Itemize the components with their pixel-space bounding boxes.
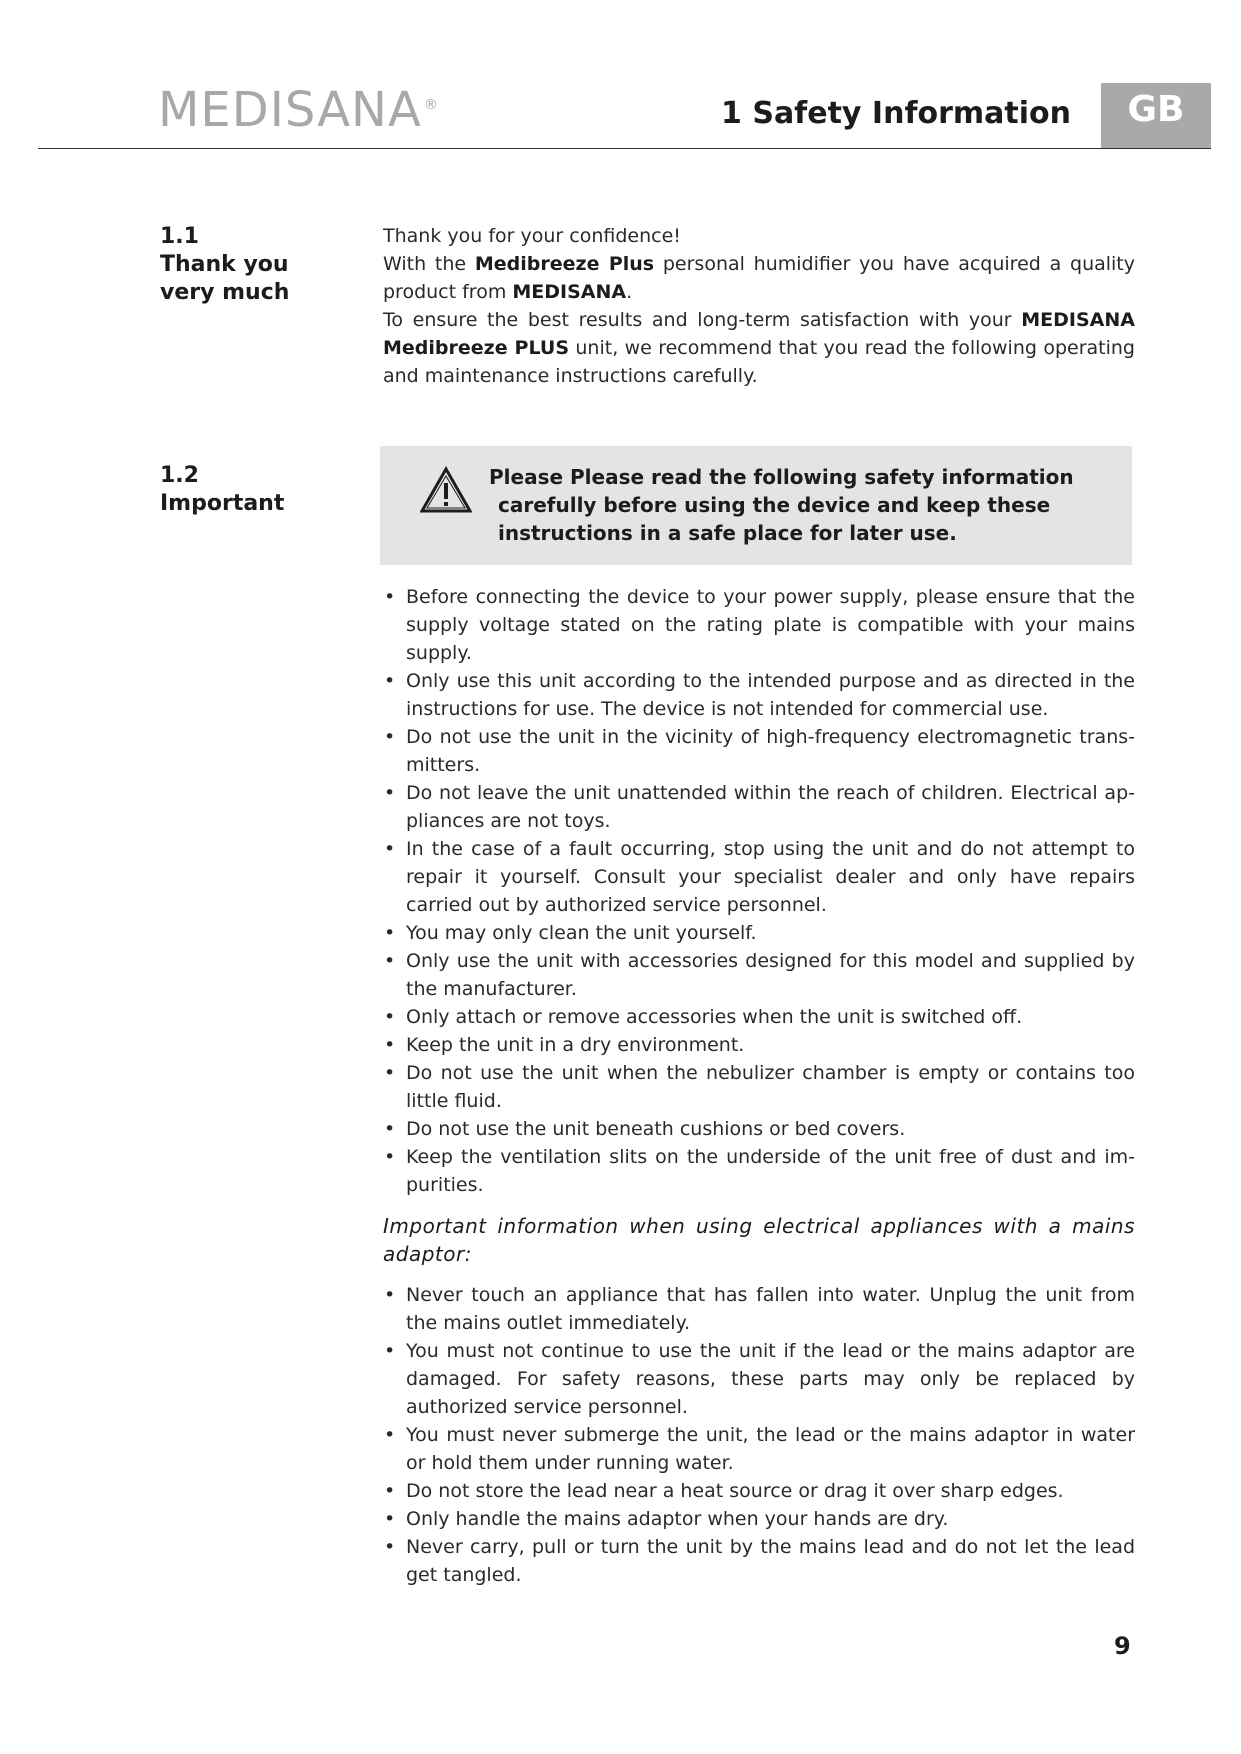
bullet-text: Do not use the unit when the nebulizer chamber is empty or contains too little fluid. [406, 1062, 1135, 1112]
section-number: 1.2 [160, 463, 199, 488]
bullet-text: You must not continue to use the unit if the lead or the mains adaptor are damaged. For safety reasons, these parts may only be replaced by authorized service personnel. [406, 1340, 1135, 1418]
bullet-item [383, 1003, 1135, 1031]
bullet-item [383, 779, 1135, 835]
section-1-2-label [160, 462, 360, 518]
warning-triangle-icon [420, 466, 472, 514]
page-number: 9 [1114, 1632, 1131, 1660]
chapter-title: 1 Safety Information [721, 96, 1071, 131]
bullet-text: You must never submerge the unit, the lead or the mains adaptor in water or hold them under running water. [406, 1424, 1135, 1474]
bullet-text: Do not leave the unit unattended within the reach of children. Electrical ap-pliances are not toys. [406, 782, 1135, 832]
bullet-text: Only attach or remove accessories when the unit is switched off. [406, 1006, 1023, 1028]
warning-text [489, 463, 1109, 547]
bullet-item [383, 667, 1135, 723]
bullet-item [383, 1281, 1135, 1337]
bullet-item [383, 1031, 1135, 1059]
bullet-dot: • [384, 1424, 396, 1446]
bullet-dot: • [384, 1062, 396, 1084]
section-title-line: Thank you [160, 252, 289, 277]
bullet-text: Never touch an appliance that has fallen into water. Unplug the unit from the mains outlet immediately. [406, 1284, 1135, 1334]
bullet-dot: • [384, 838, 396, 860]
bullet-dot: • [384, 726, 396, 748]
bullet-dot: • [384, 1284, 396, 1306]
bullet-dot: • [384, 1480, 396, 1502]
adaptor-heading: Important information when using electrical appliances with a mains adaptor: [383, 1214, 1135, 1266]
bullet-item [383, 583, 1135, 667]
page-header [0, 0, 1241, 160]
bullet-dot: • [384, 1340, 396, 1362]
bullet-text: Keep the ventilation slits on the underside of the unit free of dust and im-purities. [406, 1146, 1135, 1196]
bullet-dot: • [384, 782, 396, 804]
bullet-text: Keep the unit in a dry environment. [406, 1034, 745, 1056]
bullet-dot: • [384, 922, 396, 944]
warning-line: Please Please read the following safety information [489, 465, 1074, 489]
bullet-dot: • [384, 1118, 396, 1140]
bullet-dot: • [384, 1034, 396, 1056]
intro-paragraph: With the Medibreeze Plus personal humidifier you have acquired a quality product from MEDISANA. [383, 253, 1136, 303]
bullet-item [383, 1533, 1135, 1589]
bullet-item [383, 1143, 1135, 1199]
section-1-1-label [160, 223, 360, 307]
bullet-item [383, 835, 1135, 919]
warning-line: carefully before using the device and keep these [498, 493, 1051, 517]
header-divider [38, 148, 1211, 149]
bullet-item [383, 1421, 1135, 1477]
bullet-item [383, 919, 1135, 947]
bullet-item [383, 947, 1135, 1003]
safety-warning-box [380, 446, 1132, 565]
bullet-item [383, 1337, 1135, 1421]
bullet-text: Do not use the unit in the vicinity of high-frequency electromagnetic trans-mitters. [406, 726, 1135, 776]
bullet-text: Only handle the mains adaptor when your hands are dry. [406, 1508, 949, 1530]
language-tab: GB [1101, 83, 1211, 149]
bullet-dot: • [384, 1146, 396, 1168]
intro-line: Thank you for your confidence! [383, 225, 681, 247]
section-title-line: very much [160, 280, 290, 305]
bullet-item [383, 723, 1135, 779]
bullet-dot: • [384, 1508, 396, 1530]
bullet-dot: • [384, 586, 396, 608]
bullet-item [383, 1505, 1135, 1533]
bullet-text: Never carry, pull or turn the unit by the mains lead and do not let the lead get tangled. [406, 1536, 1135, 1586]
bullet-text: You may only clean the unit yourself. [406, 922, 757, 944]
bullet-text: Do not store the lead near a heat source or drag it over sharp edges. [406, 1480, 1064, 1502]
intro-paragraph: To ensure the best results and long-term satisfaction with your MEDISANA Medibreeze PLUS unit, we recommend that you read the following operating and maintenance instructions carefully. [383, 309, 1135, 387]
intro-text [383, 222, 1135, 390]
warning-line: instructions in a safe place for later use. [498, 521, 957, 545]
adaptor-bullet-list [383, 1281, 1135, 1589]
bullet-dot: • [384, 1536, 396, 1558]
safety-bullet-list [383, 583, 1135, 1199]
bullet-text: Only use this unit according to the intended purpose and as directed in the instructions for use. The device is not intended for commercial use. [406, 670, 1135, 720]
bullet-item [383, 1477, 1135, 1505]
bullet-dot: • [384, 670, 396, 692]
medisana-logo: MEDISANA ® [158, 82, 439, 138]
section-title-line: Important [160, 491, 285, 516]
section-number: 1.1 [160, 224, 199, 249]
bullet-dot: • [384, 1006, 396, 1028]
bullet-text: In the case of a fault occurring, stop using the unit and do not attempt to repair it yourself. Consult your specialist dealer and only have repairs carried out by authorized service personnel. [406, 838, 1135, 916]
bullet-dot: • [384, 950, 396, 972]
bullet-item [383, 1115, 1135, 1143]
bullet-text: Do not use the unit beneath cushions or bed covers. [406, 1118, 906, 1140]
bullet-text: Before connecting the device to your power supply, please ensure that the supply voltage stated on the rating plate is compatible with your mains supply. [406, 586, 1135, 664]
bullet-text: Only use the unit with accessories designed for this model and supplied by the manufacturer. [406, 950, 1135, 1000]
safety-instructions [383, 583, 1135, 1589]
bullet-item [383, 1059, 1135, 1115]
